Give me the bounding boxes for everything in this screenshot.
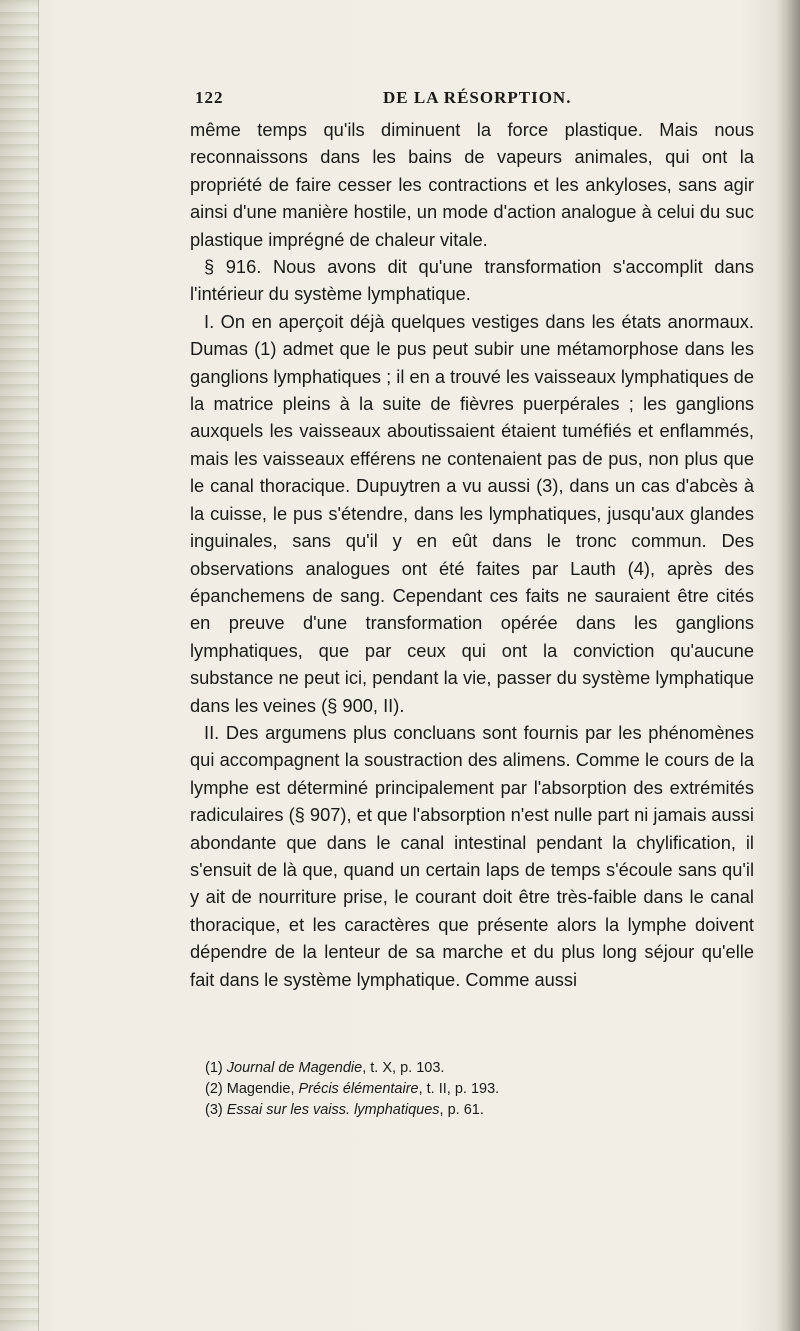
footnote-reference: , p. 61. xyxy=(439,1102,484,1118)
paragraph: § 916. Nous avons dit qu'une transformation s'accomplit dans l'intérieur du système lymphatique. xyxy=(190,256,754,305)
running-head: DE LA RÉSORPTION. xyxy=(383,88,572,107)
footnote xyxy=(205,1100,765,1121)
paragraph: II. Des argumens plus concluans sont fournis par les phénomènes qui accompagnent la soustraction des alimens. Comme le cours de la lymphe est déterminé principalement par l'absorption des extrémités radiculaires (§ 907), et que l'absorption n'est nulle part ni jamais aussi abondante que dans le canal intestinal pendant la chylification, il s'ensuit de là que, quand un certain laps de temps s'écoule sans qu'il y ait de nourriture prise, le courant doit être très-faible dans le canal thoracique, et les caractères que présente alors la lymphe doivent dépendre de la lenteur de sa marche et du plus long séjour qu'elle fait dans le système lymphatique. Comme aussi xyxy=(190,721,754,990)
footnotes xyxy=(205,1058,765,1121)
footnote-number: (1) xyxy=(205,1060,223,1076)
footnote-reference: , t. X, p. 103. xyxy=(362,1060,445,1076)
footnote-title: Journal de Magendie xyxy=(226,1060,363,1076)
footnote-title: Précis élémentaire xyxy=(298,1081,419,1097)
paragraph: I. On en aperçoit déjà quelques vestiges dans les états anormaux. Dumas (1) admet que le pus peut subir une métamorphose dans les ganglions lymphatiques ; il en a trouvé les vaisseaux lymphatiques de la matrice pleins à la suite de fièvres puerpérales ; les ganglions auxquels les vaisseaux aboutissaient étaient tuméfiés et enflammés, mais les vaisseaux efférens ne contenaient pas de pus, non plus que le canal thoracique. Dupuytren a vu aussi (3), dans un cas d'abcès à la cuisse, le pus s'étendre, dans les lymphatiques, jusqu'aux glandes inguinales, sans qu'il y en eût dans le tronc commun. Des observations analogues ont été faites par Lauth (4), après des épanchemens de sang. Cependant ces faits ne sauraient être cités en preuve d'une transformation opérée dans les ganglions lymphatiques, que par ceux qui ont la conviction qu'aucune substance ne peut ici, pendant la vie, passer du système lymphatique dans les veines (§ 900, II). xyxy=(190,310,754,716)
paragraph: même temps qu'ils diminuent la force plastique. Mais nous reconnaissons dans les bains de vapeurs animales, qui ont la propriété de faire cesser les contractions et les ankyloses, sans agir ainsi d'une manière hostile, un mode d'action analogue à celui du suc plastique imprégné de chaleur vitale. xyxy=(190,119,754,250)
body-text xyxy=(190,116,754,993)
book-spine-shadow xyxy=(0,0,39,1331)
page-edge-shadow xyxy=(778,0,800,1331)
footnote-author: Magendie, xyxy=(226,1081,299,1097)
footnote-number: (2) xyxy=(205,1081,223,1097)
page-number: 122 xyxy=(195,88,224,107)
footnote xyxy=(205,1058,765,1079)
footnote-number: (3) xyxy=(205,1102,223,1118)
footnote xyxy=(205,1079,765,1100)
footnote-title: Essai sur les vaiss. lymphatiques xyxy=(226,1102,440,1118)
footnote-reference: , t. II, p. 193. xyxy=(418,1081,500,1097)
page-header xyxy=(195,88,595,114)
